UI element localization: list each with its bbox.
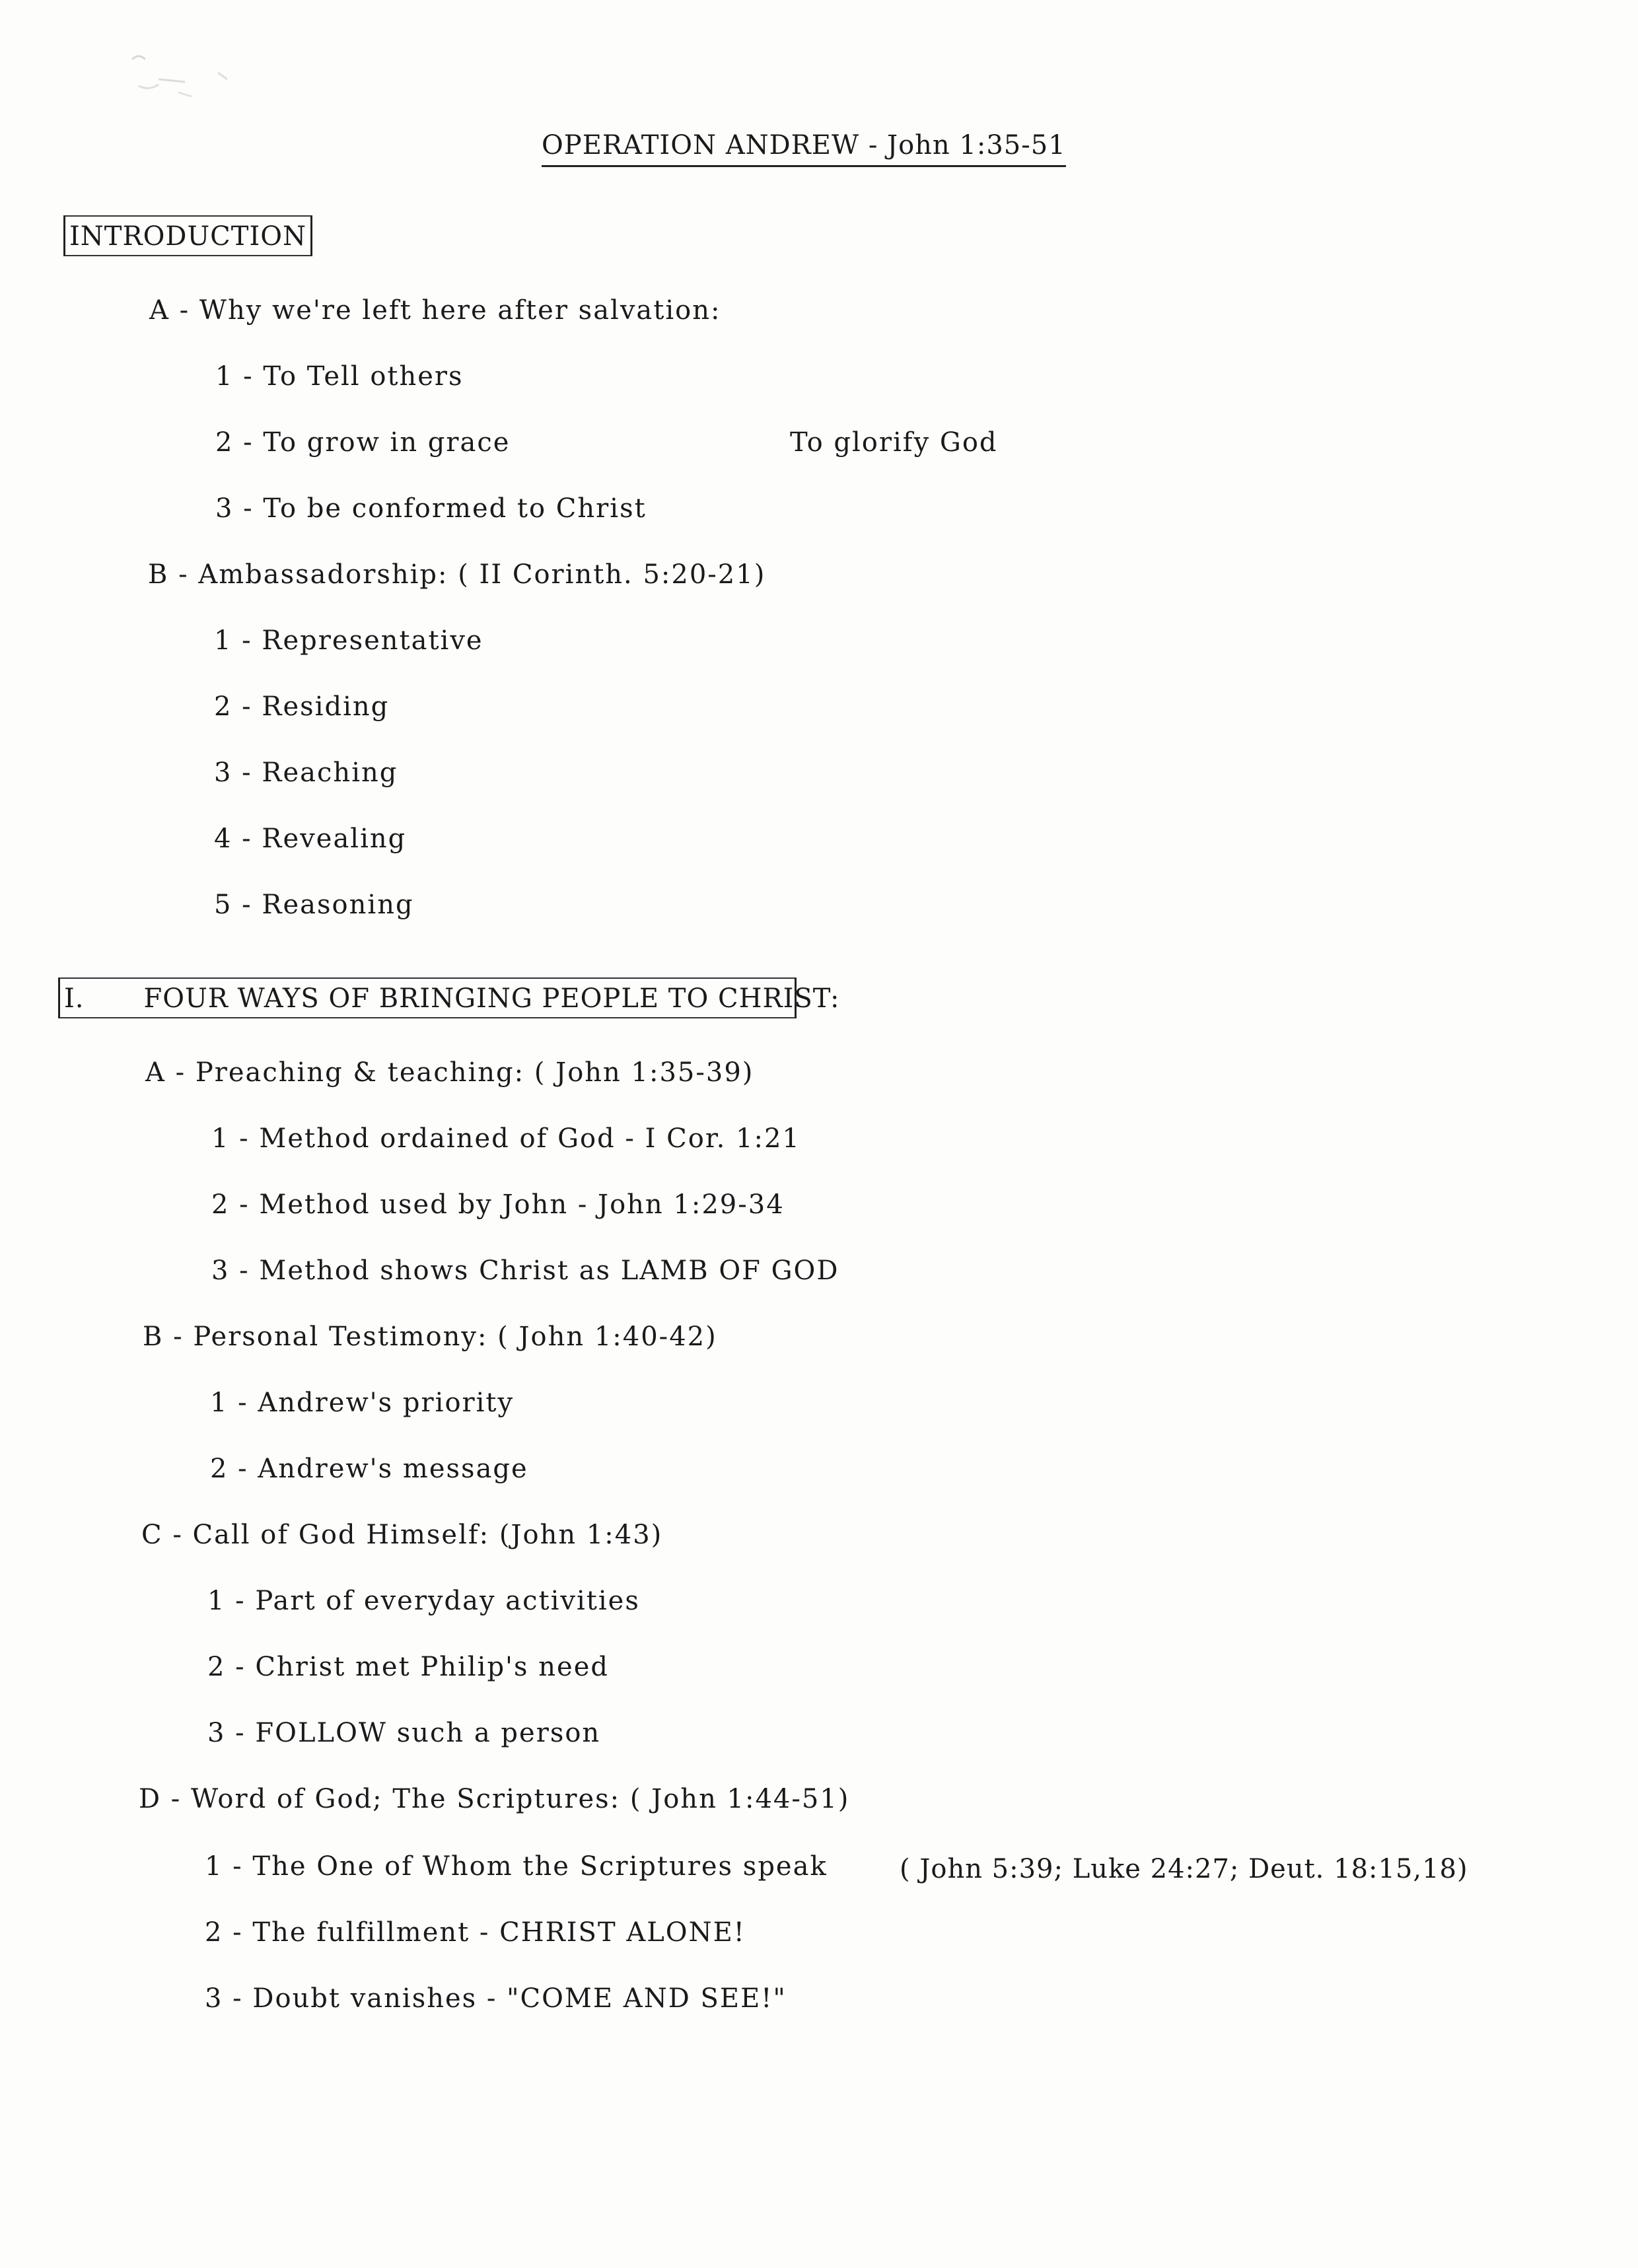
section-d-label: D - Word of God; The Scriptures: ( John 1:44-51) [139,1784,850,1814]
intro-b-item-5: 5 - Reasoning [214,890,414,920]
section-c-label: C - Call of God Himself: (John 1:43) [141,1520,663,1550]
section-c-item-2: 2 - Christ met Philip's need [207,1652,609,1682]
section-c-item-3: 3 - FOLLOW such a person [207,1718,601,1748]
intro-b-item-1: 1 - Representative [214,625,483,656]
section-b-item-2: 2 - Andrew's message [210,1454,528,1484]
intro-a-item-1: 1 - To Tell others [215,361,464,392]
section-one-heading [58,977,840,1018]
intro-a-item-3: 3 - To be conformed to Christ [215,493,647,524]
intro-b-label: B - Ambassadorship: ( II Corinth. 5:20-21) [148,559,766,590]
section-a-item-3: 3 - Method shows Christ as LAMB OF GOD [211,1256,839,1286]
section-b-label: B - Personal Testimony: ( John 1:40-42) [143,1322,717,1352]
intro-a-side-note: To glorify God [790,427,998,458]
section-d-item-2: 2 - The fulfillment - CHRIST ALONE! [205,1917,746,1948]
section-b-item-1: 1 - Andrew's priority [210,1388,515,1418]
section-d-item-1: 1 - The One of Whom the Scriptures speak [205,1851,828,1882]
section-d-item-3: 3 - Doubt vanishes - "COME AND SEE!" [205,1983,787,2014]
page-title: OPERATION ANDREW - John 1:35-51 [542,129,1066,167]
intro-a-item-2: 2 - To grow in grace [215,427,511,458]
introduction-heading: INTRODUCTION [63,215,312,256]
section-a-label: A - Preaching & teaching: ( John 1:35-39) [145,1057,754,1088]
intro-b-item-4: 4 - Revealing [214,824,407,854]
section-d-item-1-reference: ( John 5:39; Luke 24:27; Deut. 18:15,18) [900,1854,1468,1884]
section-a-item-1: 1 - Method ordained of God - I Cor. 1:21 [211,1123,801,1154]
intro-a-label: A - Why we're left here after salvation: [149,295,721,326]
faint-mark-graphic [92,33,244,112]
section-c-item-1: 1 - Part of everyday activities [207,1586,640,1616]
section-one-title: FOUR WAYS OF BRINGING PEOPLE TO CHRIST: [143,983,840,1014]
intro-b-item-3: 3 - Reaching [214,758,398,788]
section-a-item-2: 2 - Method used by John - John 1:29-34 [211,1189,785,1220]
intro-b-item-2: 2 - Residing [214,691,390,722]
section-one-number: I. [64,983,85,1014]
